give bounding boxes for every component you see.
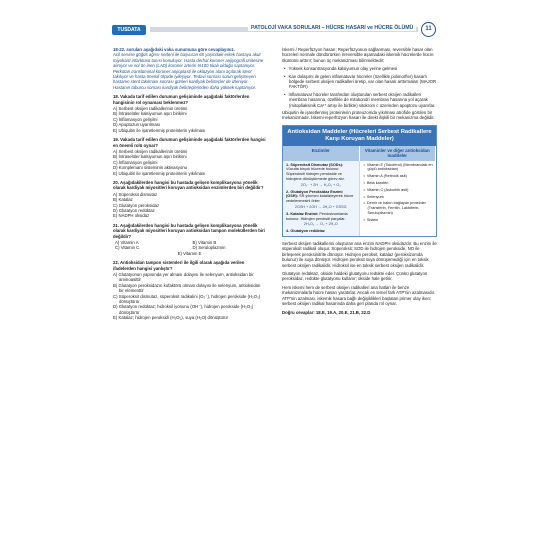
enzyme-entry	[286, 190, 356, 210]
header-title: PATOLOJİ VAKA SORULARI – HÜCRE HASARI ve HÜCRE ÖLÜMÜ	[248, 25, 416, 31]
case-intro-body: Acil servise göğüs ağrısı nedeni ile başvuran 65 yaşındaki erkek hastaya akut miyokard infarktüsü tanısı konuluyor. Hasta derhal koroner anjiyografi ünitesine alınıyor ve sol ön inen (LAD) koroner arterin %100 tıkalı olduğu saptanıyor. Perkütan translüminal koroner anjioplasti ile oklüzyon alanı açılarak stent takılıyor ve hasta önemli ölçüde iyileşiyor. Tedavi sonrası sorun gelişmeyen hastanın stent takılması sonrası günleri kardiyak belirteçler de izleniyor. Hastanın taburcu sonrası kardiyak belirteçlerinden daha yüksek saptanıyor.	[113, 52, 264, 90]
option-d[interactable]: D) Komplemanı sisteminin aktivasyonu	[113, 165, 188, 171]
explanation-paragraph: Hem iskemi hem de serbest oksijen radikalleri ana hatları ile benze mekanizmalarla hücre hasarı yaratırlar. Ancak en temel fark ATP'nin azalmasıdır. ATP'nin azalması, iskemik hasara bağlı değişiklikleri başlatan primer olay iken; serbest oksijen radikal hasarında daha geri planda rol oynar.	[282, 284, 436, 307]
enzyme-formula: 2GSH + 2OH → 2H₂O + GSSG	[295, 205, 347, 210]
question-18	[113, 94, 266, 133]
enzyme-title: 3- Katalaz Enzimi:	[286, 211, 319, 216]
table-column-headers	[283, 146, 436, 161]
option-c[interactable]: C) İnflamasyon gelişimi	[113, 159, 158, 165]
question-19	[113, 137, 266, 176]
question-20	[113, 180, 266, 219]
options-grid	[113, 240, 266, 251]
explanation-paragraph: Serbest oksijen radikallerini oluşturan ana enzim NADPH oksidazdır. Bu enzim ile süperoksit radikali oluşur. Süperoksit; SOD ile hidrojen perokside, NO ile birleşerek peroksinitrite dönüşür. Hidrojen peroksit, katalaz (peroksizomda bulunur) ile suya dönüşür. Hidrojen peroksit suya dönüşemediği için en toksik serbest oksijen radikalidir. Hidroksil ise en toksik serbest oksijen radikalidir.	[282, 241, 437, 268]
option-e[interactable]: E) Vitamin E	[177, 250, 202, 256]
option-b[interactable]: B) Katalaz	[113, 197, 133, 203]
antioxidant-table	[282, 125, 437, 237]
enzyme-text: Peroksizomlarda bulunur. Hidrojen peroksiti parçalar.	[286, 211, 348, 221]
antioxidant-item: • Sistein	[363, 218, 434, 223]
question-21	[113, 223, 266, 256]
option-a[interactable]: A) Serbest oksijen radikallerinin üretimi	[113, 106, 188, 112]
enzyme-entry	[286, 229, 356, 234]
vitamins-column	[360, 161, 437, 236]
explanation-paragraph: Ubiquitin ile işaretlenmiş proteinlerin proteozomda yıkılması atrofide görülen bir mekanizmadır. İskemi-reperfüzyon hasarı ile direkt ilişkili bir mekanizma değildir.	[282, 110, 435, 121]
antioxidant-item: • Beta karoten	[363, 181, 434, 186]
antioxidant-item: • Vitamin C (Askorbik asit)	[363, 188, 434, 193]
question-stem: 20. Aşağıdakilerden hangisi bu hastada gelişen komplikasyona yönelik olarak kardiyak miyositleri koruyan antioksidan enzimlerden biri değildir?	[113, 179, 264, 191]
option-b[interactable]: B) Vitamin B	[192, 240, 217, 245]
antioxidant-item: • Vitamin A (Retinoik asit)	[363, 174, 434, 179]
explanation-bullet: • Yüksek konsantrasyonda kalsiyumun olay yerine gelmesi	[282, 66, 437, 71]
page-number: 11	[421, 22, 436, 37]
option-c[interactable]: C) Vitamin C	[115, 245, 140, 251]
option-a[interactable]: A) Vitamin A	[115, 240, 139, 245]
enzyme-title: 2- Glutatyon Peroksidaz Enzimi (GSH):	[286, 189, 343, 199]
option-e[interactable]: E) NADPH oksidaz	[113, 213, 150, 219]
publisher-logo: TUSDATA	[112, 25, 146, 35]
left-column	[113, 47, 266, 321]
page-header	[0, 0, 550, 62]
option-e[interactable]: E) Katalaz; hidrojen peroksidi (H₂O₂), suya (H₂O) dönüştürür	[113, 315, 229, 321]
question-stem: 18. Vakada tarif edilen durumun gelişiminde aşağıdaki faktörlerden hangisinin rol oynaması beklenmez?	[113, 94, 250, 105]
enzyme-text: SR yıkımını katalizleyerek hücre zedelenmesini önler.	[286, 194, 354, 204]
enzymes-column-header: Enzimler	[283, 146, 360, 161]
option-d[interactable]: D) Glutatyon redüktaz; hidroksil iyonunu (OH⁻), hidrojen perokside (H₂O₂) dönüştürür	[113, 304, 254, 315]
option-c[interactable]: C) Glutatyon peroksidaz	[113, 202, 160, 208]
enzyme-formula: 2O₂⁻ + 2H → H₂O₂ + O₂	[300, 182, 341, 187]
option-d[interactable]: D) Seruloplazmin	[192, 245, 226, 251]
option-e[interactable]: E) Ubiquitin ile işaretlenmiş proteinlerin yıkılması	[113, 170, 206, 176]
option-d[interactable]: D) Apoptozun uyarılması	[113, 122, 161, 128]
explanation-bullet: • Kan dolaşımı ile gelen inflamatuvar hücreler (özellikle polimorfler) hasarlı bölgede serbest oksijen radikalleri üretip, var olan hasarı arttırmaları (MAJOR FAKTÖR)	[282, 74, 437, 90]
answer-key: Doğru cevaplar: 18.E, 19.A, 20.E, 21.B, 22.D	[282, 309, 371, 315]
option-a[interactable]: A) Süperoksit dismutaz	[113, 191, 158, 197]
enzyme-title: 1- Süperoksit Dismutaz (SODs):	[286, 162, 344, 167]
option-e[interactable]: E) Ubiquitin ile işaretlenmiş proteinlerin yıkılması	[113, 127, 206, 133]
option-c[interactable]: C) Süperoksit dismutaz, süperoksit radikalini (O₂⁻), hidrojen perokside (H₂O₂) dönüştürür	[113, 293, 261, 305]
enzyme-text: Vücutta birçok hücrede bulunur. Süperoksiti hidrojen perokside ve hidrojene dönüştürmede görev alır.	[286, 167, 345, 182]
question-stem: 21. Aşağıdakilerden hangisi bu hastada gelişen komplikasyona yönelik olarak kardiyak miyositleri koruyan antioksidan tampon moleküllerden biri değildir?	[113, 222, 265, 239]
table-body	[283, 161, 436, 236]
option-a[interactable]: A) Serbest oksijen radikallerinin üretimi	[113, 148, 188, 154]
antioxidant-item: • Selenyum	[363, 195, 434, 200]
explanation-paragraph: İskemi / Reperfüzyon hasarı; Reperfüzyonun sağlanması, reversible hasar olan hücreleri normale döndürürken irreversible aşamadaki iskemik hücrelerde hücre ölümünü arttırır; bunun üç mekanizması bilinmektedir:	[282, 47, 434, 63]
question-stem: 22. Antioksidan tampon sistemleri ile ilgili olarak aşağıda verilen ifadelerden hangisi yanlıştır?	[113, 260, 245, 271]
enzymes-column	[283, 161, 360, 236]
table-title: Antioksidan Maddeler (Hücreleri Serbest Radikallere Karşı Koruyan Maddeler)	[283, 126, 436, 146]
vitamins-column-header: Vitaminler ve diğer antioksidan maddeler	[360, 146, 437, 161]
option-a[interactable]: A) Glutatyonun yapısında yer alması dolayısı ile selenyum, antioksidan bir aminoasittir	[113, 272, 254, 283]
case-intro-heading: 18-22. soruları aşağıdaki vaka sunumuna göre cevaplayınız.	[113, 47, 235, 52]
question-22	[113, 260, 266, 320]
option-b[interactable]: B) İntraselüler kalsiyumun aşırı birikimi	[113, 111, 187, 117]
antioxidant-item: • Vitamin E (Tokoferol) (Membrandaki en güçlü antioksidan)	[363, 163, 434, 173]
enzyme-formula: 2H₂O₂ → O₂ + 2H₂O	[303, 222, 338, 227]
enzyme-entry	[286, 163, 356, 188]
case-intro	[113, 47, 266, 90]
option-b[interactable]: B) İntraselüler kalsiyumun aşırı birikimi	[113, 154, 187, 160]
explanation-bullet: • İnflamatuvar hücreler tarafından oluşturulan serbest oksijen radikalleri membran hasarına, özellikle de mitokondri membran hasarına yol açarak (mitopliaksinik Ca²⁺ artışı ile birlikte) sitokrom c üzerinden apoptozu uyarırlar.	[282, 92, 437, 108]
option-b[interactable]: B) Glutatyon peroksidazın kofaktörü olması dolayısı ile selenyum, antioksidan bir elementtir	[113, 282, 261, 294]
antioxidant-item: • Demir ve bakırı bağlayan proteinler (Transferin, Ferritin, Laktoferin, Seruloplazmin)	[363, 201, 434, 215]
option-d[interactable]: D) Glutatyon redüktaz	[113, 207, 155, 213]
right-column	[282, 47, 437, 315]
enzyme-title: 4- Glutatyon redüktaz	[286, 229, 325, 234]
question-stem: 19. Vakada tarif edilen durumun gelişiminde aşağıdaki faktörlerden hangisi en önemli rolü oynar?	[113, 137, 266, 148]
enzyme-entry	[286, 212, 356, 227]
option-c[interactable]: C) İnflamasyon gelişimi	[113, 116, 158, 122]
explanation-paragraph: Glutatyon redüktaz, okside haldeki glutatyonu redükte eder. Çünkü glutatyon peroksidaz, redükte glutatyonu kullanır; okside hale getirir.	[282, 271, 428, 282]
